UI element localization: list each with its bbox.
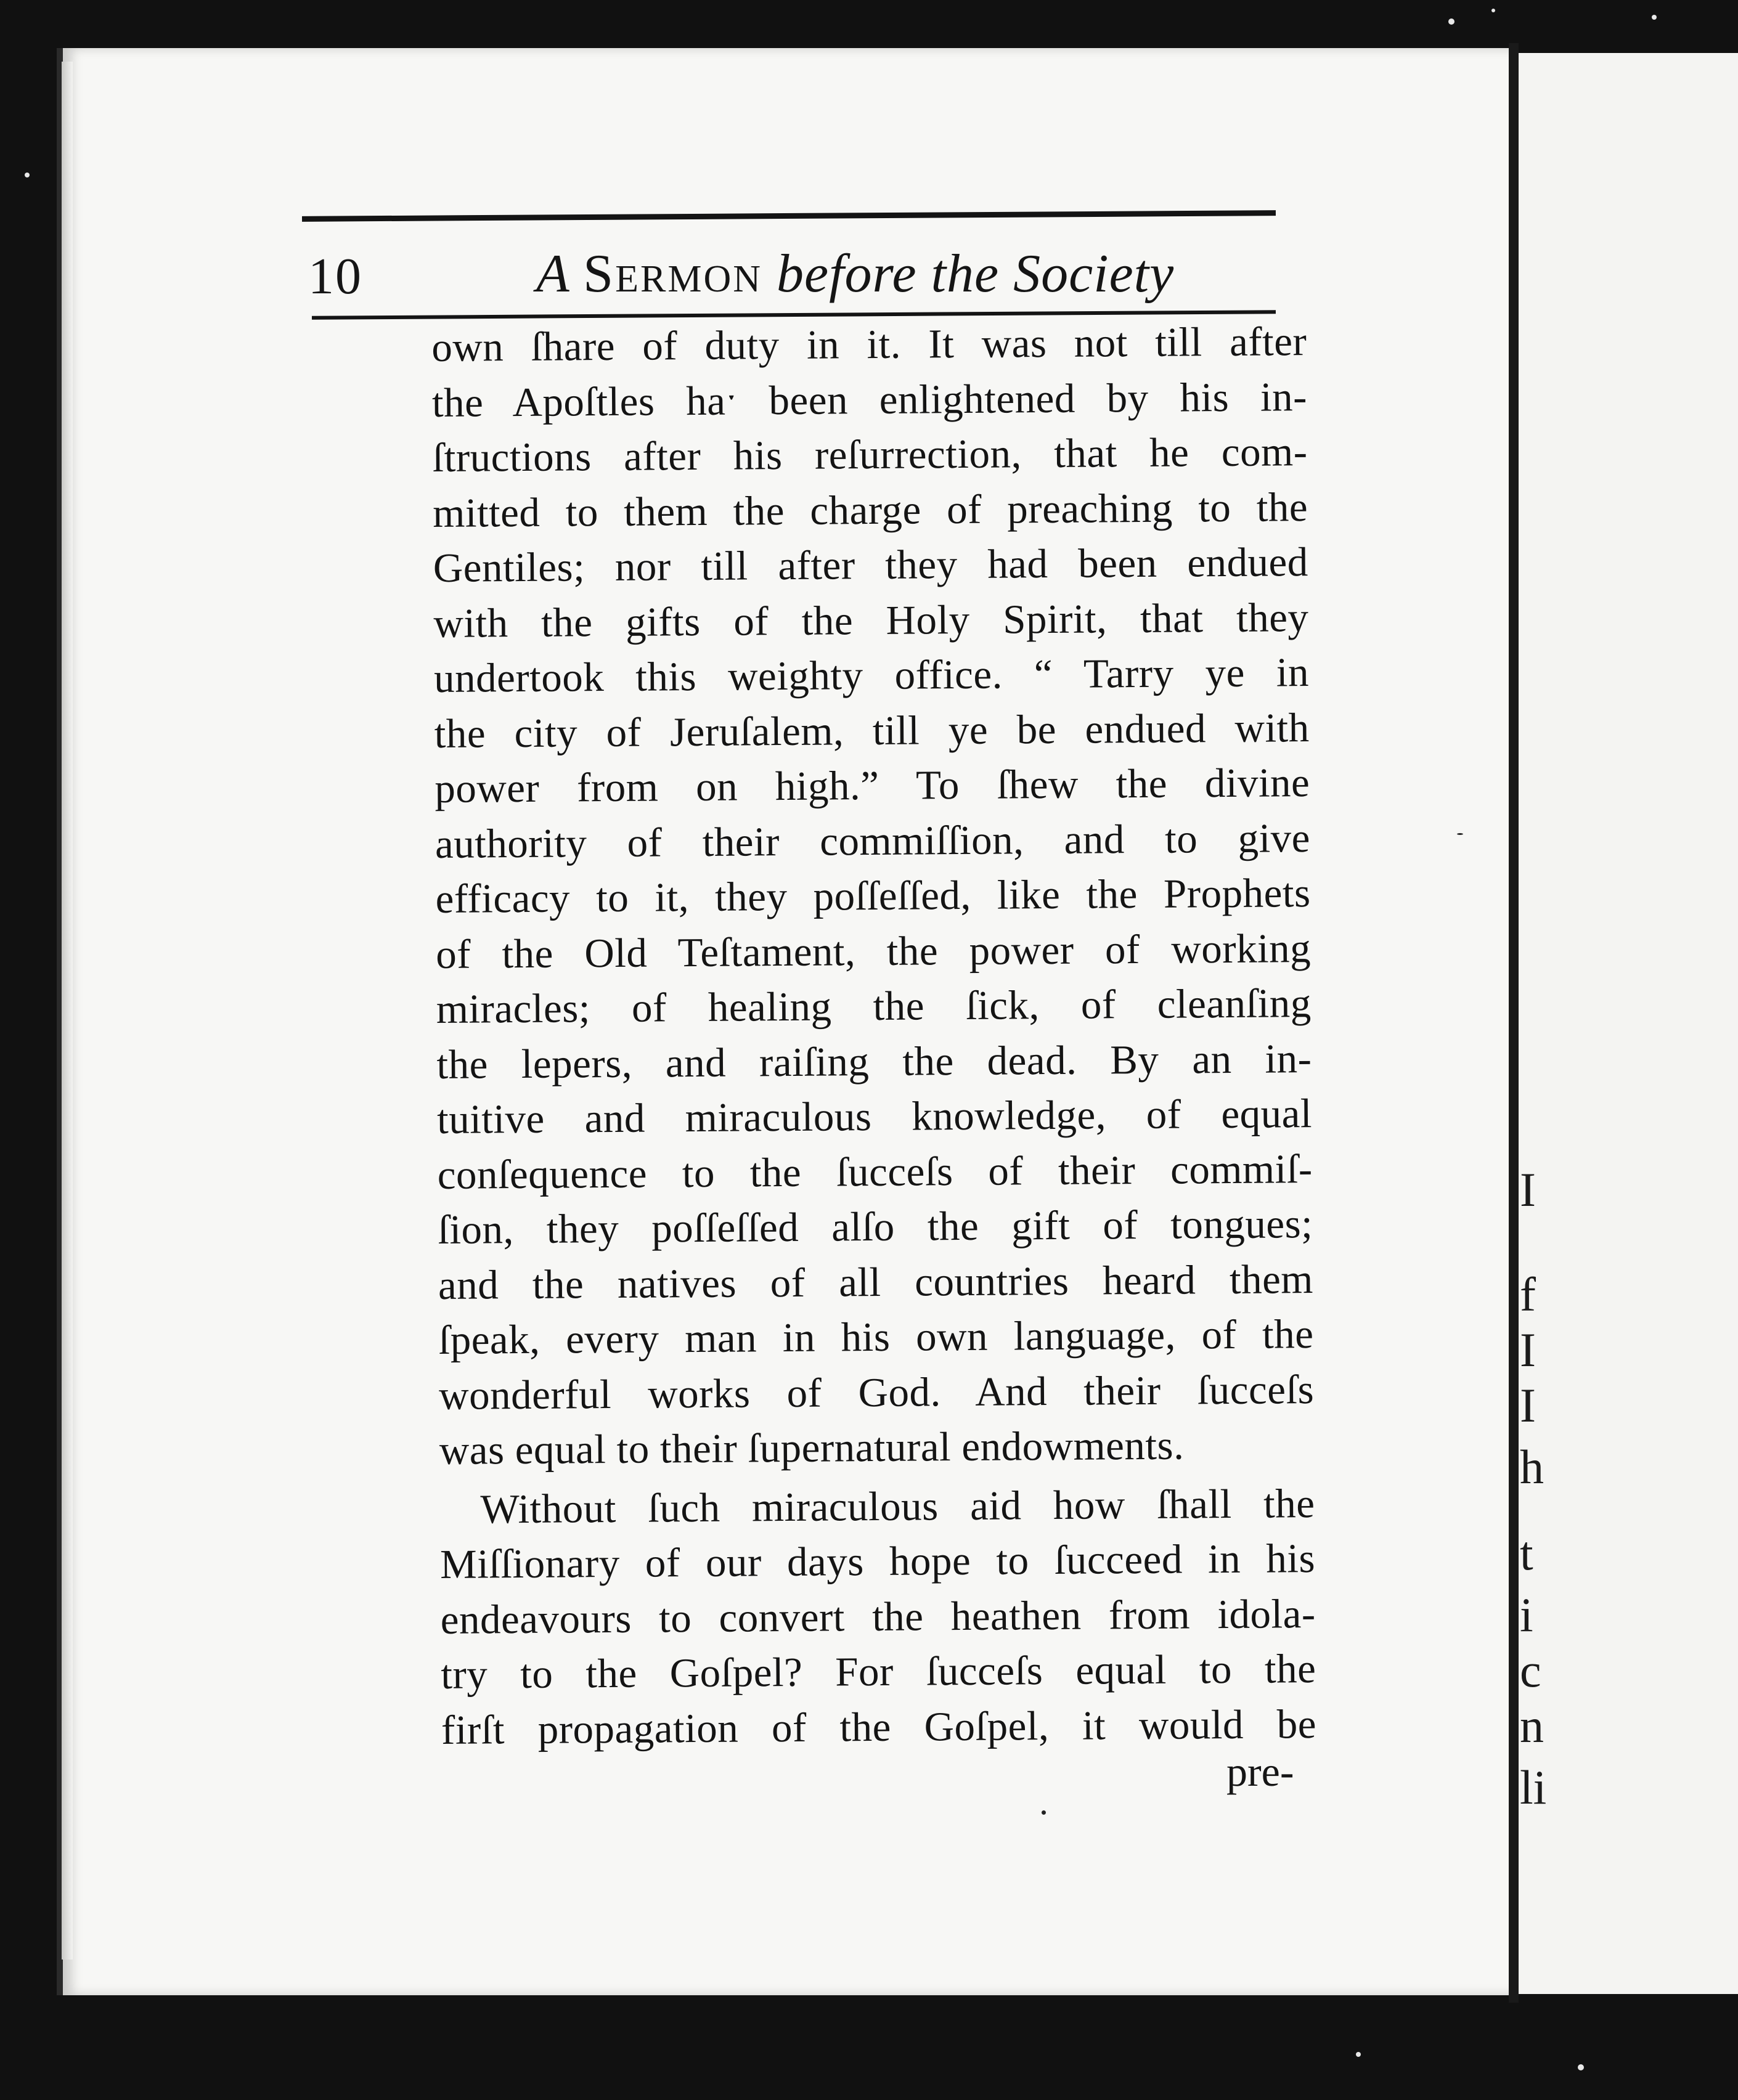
text-line: Miſſionary of our days hope to ſucceed in his — [439, 1536, 1316, 1587]
scan-speck — [1356, 2052, 1361, 2057]
page-number: 10 — [308, 248, 362, 305]
text-line: ſion, they poſſeſſed alſo the gift of tongues; — [438, 1201, 1313, 1253]
text-line: efficacy to it, they poſſeſſed, like the Prophets — [435, 870, 1311, 922]
scan-speck — [1491, 9, 1495, 12]
running-head — [536, 243, 1174, 305]
next-page-letter: h — [1520, 1440, 1544, 1494]
text-line: endeavours to convert the heathen from idola- — [440, 1590, 1316, 1643]
text-line: wonderful works of God. And their ſucceſs — [438, 1366, 1315, 1418]
catchword: pre- — [1226, 1748, 1294, 1795]
scan-mark — [1042, 1810, 1046, 1815]
text-line: with the gifts of the Holy Spirit, that they — [433, 594, 1309, 646]
next-page-letter: I — [1520, 1378, 1536, 1432]
text-line: ſtructions after his reſurrection, that he com- — [432, 429, 1308, 481]
text-line: authority of their commiſſion, and to give — [434, 815, 1311, 867]
next-page-letter: I — [1520, 1323, 1536, 1377]
text-line: conſequence to the ſucceſs of their commiſ- — [437, 1146, 1313, 1198]
text-line: the city of Jeruſalem, till ye be endued with — [434, 704, 1310, 757]
text-line: was equal to their ſupernatural endowments. — [439, 1422, 1185, 1473]
next-page-letter: c — [1520, 1643, 1541, 1697]
running-head-smallcaps: Sermon — [583, 244, 763, 304]
running-head-rest: before the Society — [777, 244, 1175, 304]
next-page-letter: n — [1520, 1699, 1544, 1752]
text-line: power from on high.” To ſhew the divine — [434, 760, 1310, 812]
text-line: undertook this weighty office. “ Tarry ye in — [433, 649, 1310, 701]
text-line: Gentiles; nor till after they had been endued — [433, 539, 1309, 591]
text-line: ſpeak, every man in his own language, of the — [438, 1311, 1314, 1363]
scan-speck — [1578, 2064, 1584, 2070]
page-gutter-shadow — [62, 62, 73, 1960]
scan-speck — [1652, 15, 1657, 20]
scan-speck — [25, 173, 30, 177]
next-page-letter: f — [1520, 1268, 1536, 1321]
next-page-letter: i — [1520, 1588, 1533, 1642]
text-line: miracles; of healing the ſick, of cleanſing — [436, 980, 1312, 1032]
next-page-letter: I — [1520, 1163, 1536, 1216]
text-line: of the Old Teſtament, the power of working — [435, 925, 1312, 977]
next-page-letter: t — [1520, 1526, 1533, 1580]
next-page-edge — [1519, 53, 1738, 1994]
body-text — [431, 314, 1316, 1758]
text-line: tuitive and miraculous knowledge, of equal — [436, 1091, 1313, 1142]
text-line: own ſhare of duty in it. It was not till after — [431, 319, 1307, 370]
text-line: firſt propagation of the Goſpel, it would be — [441, 1701, 1317, 1753]
scan-speck — [1448, 18, 1454, 25]
running-head-article: A — [536, 244, 569, 304]
book-spine — [1509, 43, 1519, 2003]
text-line: try to the Goſpel? For ſucceſs equal to the — [441, 1646, 1316, 1698]
scan-mark — [1457, 833, 1463, 835]
text-line: Without ſuch miraculous aid how ſhall the — [480, 1480, 1315, 1532]
paragraph-2 — [439, 1476, 1316, 1758]
paragraph-1 — [431, 314, 1315, 1478]
text-line: mitted to them the charge of preaching to the — [432, 484, 1308, 536]
text-line: the Apoſtles haˑ been enlightened by his in- — [431, 373, 1308, 426]
text-line: and the natives of all countries heard them — [438, 1256, 1314, 1308]
text-line: the lepers, and raiſing the dead. By an in- — [436, 1035, 1312, 1088]
next-page-letter: li — [1520, 1760, 1547, 1814]
